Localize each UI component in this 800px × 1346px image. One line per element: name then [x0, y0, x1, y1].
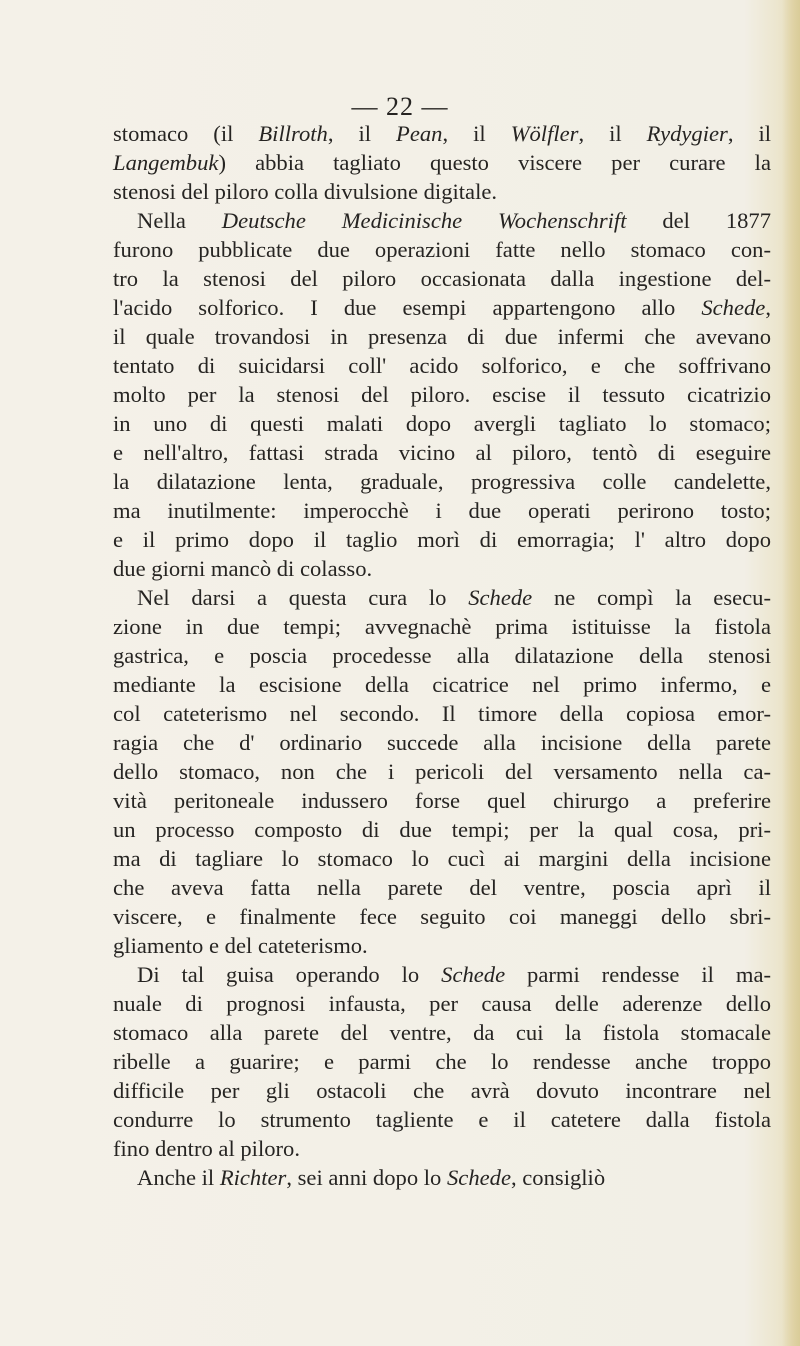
text-run: mediante la escisione della cicatrice nel primo infermo, e: [113, 672, 771, 697]
text-run: la dilatazione lenta, graduale, progressiva colle candelette,: [113, 469, 771, 494]
text-line: [113, 380, 771, 409]
text-line: [113, 989, 771, 1018]
text-line: [113, 699, 771, 728]
text-run: condurre lo strumento tagliente e il catetere dalla fistola: [113, 1107, 771, 1132]
text-line: [113, 1076, 771, 1105]
text-line: [113, 438, 771, 467]
text-run: Anche il: [137, 1165, 220, 1190]
text-line: [113, 786, 771, 815]
text-run: il quale trovandosi in presenza di due infermi che avevano: [113, 324, 771, 349]
text-line: [113, 612, 771, 641]
paragraph-1: [113, 119, 771, 206]
text-run: Nella: [137, 208, 222, 233]
text-run: che aveva fatta nella parete del ventre, poscia aprì il: [113, 875, 771, 900]
text-run: del 1877: [626, 208, 772, 233]
text-line: [113, 322, 771, 351]
text-run: stomaco (il: [113, 121, 259, 146]
text-run: ma di tagliare lo stomaco lo cucì ai margini della incisione: [113, 846, 771, 871]
text-run: due giorni mancò di colasso.: [113, 556, 373, 581]
text-run: molto per la stenosi del piloro. escise il tessuto cicatrizio: [113, 382, 771, 407]
text-run: tro la stenosi del piloro occasionata dalla ingestione del-: [113, 266, 771, 291]
text-line: [113, 815, 771, 844]
text-run: , il: [442, 121, 511, 146]
italic-name: Schede: [447, 1165, 511, 1190]
text-run: , consigliò: [510, 1165, 606, 1190]
text-run: stomaco alla parete del ventre, da cui la fistola stomacale: [113, 1020, 771, 1045]
text-line: [113, 525, 771, 554]
text-run: Nel darsi a questa cura lo: [137, 585, 469, 610]
text-line: [113, 1163, 771, 1192]
text-line: [113, 148, 771, 177]
italic-name: Richter: [219, 1165, 287, 1190]
text-line: [113, 902, 771, 931]
text-run: , il: [727, 121, 772, 146]
text-run: tentato di suicidarsi coll' acido solforico, e che soffrivano: [113, 353, 771, 378]
body-text: [113, 119, 771, 1192]
text-run: col cateterismo nel secondo. Il timore della copiosa emor-: [113, 701, 771, 726]
text-line: [113, 757, 771, 786]
text-line: [113, 496, 771, 525]
text-line: [113, 728, 771, 757]
text-run: ribelle a guarire; e parmi che lo rendesse anche troppo: [113, 1049, 771, 1074]
paragraph-5: [113, 1163, 771, 1192]
text-line: [113, 1018, 771, 1047]
text-run: ) abbia tagliato questo viscere per curare la: [218, 150, 771, 175]
text-line: [113, 1105, 771, 1134]
text-line: [113, 873, 771, 902]
italic-name: Deutsche Medicinische Wochenschrift: [221, 208, 627, 233]
text-run: ma inutilmente: imperocchè i due operati perirono tosto;: [113, 498, 771, 523]
text-run: stenosi del piloro colla divulsione digitale.: [113, 179, 498, 204]
text-run: , il: [578, 121, 647, 146]
italic-name: Schede: [441, 962, 506, 987]
text-line: [113, 351, 771, 380]
text-line: [113, 844, 771, 873]
italic-name: Schede: [701, 295, 766, 320]
italic-name: Wölfler: [510, 121, 579, 146]
text-run: , sei anni dopo lo: [286, 1165, 447, 1190]
text-line: [113, 960, 771, 989]
text-line: [113, 293, 771, 322]
text-run: furono pubblicate due operazioni fatte nello stomaco con-: [113, 237, 771, 262]
text-run: vità peritoneale indussero forse quel chirurgo a preferire: [113, 788, 771, 813]
text-run: viscere, e finalmente fece seguito coi maneggi dello sbri-: [113, 904, 771, 929]
text-run: fino dentro al piloro.: [113, 1136, 300, 1161]
text-line: [113, 467, 771, 496]
paragraph-4: [113, 960, 771, 1163]
italic-name: Langembuk: [113, 150, 219, 175]
text-line: [113, 554, 771, 583]
text-run: un processo composto di due tempi; per la qual cosa, pri-: [113, 817, 771, 842]
paragraph-2: [113, 206, 771, 583]
text-run: dello stomaco, non che i pericoli del versamento nella ca-: [113, 759, 771, 784]
text-run: difficile per gli ostacoli che avrà dovuto incontrare nel: [113, 1078, 771, 1103]
text-run: Di tal guisa operando lo: [137, 962, 442, 987]
text-run: e il primo dopo il taglio morì di emorragia; l' altro dopo: [113, 527, 771, 552]
paragraph-3: [113, 583, 771, 960]
text-line: [113, 235, 771, 264]
text-line: [113, 177, 771, 206]
text-line: [113, 409, 771, 438]
text-run: , il: [327, 121, 397, 146]
text-line: [113, 583, 771, 612]
text-run: ne compì la esecu-: [532, 585, 771, 610]
text-run: zione in due tempi; avvegnachè prima istituisse la fistola: [113, 614, 771, 639]
page-edge: [782, 0, 800, 1346]
text-run: parmi rendesse il ma-: [505, 962, 771, 987]
text-line: [113, 206, 771, 235]
text-line: [113, 1134, 771, 1163]
text-run: ,: [765, 295, 771, 320]
text-line: [113, 641, 771, 670]
text-run: ragia che d' ordinario succede alla incisione della parete: [113, 730, 771, 755]
text-run: nuale di prognosi infausta, per causa delle aderenze dello: [113, 991, 771, 1016]
italic-name: Rydygier: [646, 121, 728, 146]
text-line: [113, 670, 771, 699]
text-run: in uno di questi malati dopo avergli tagliato lo stomaco;: [113, 411, 771, 436]
italic-name: Pean: [396, 121, 443, 146]
page-number: — 22 —: [351, 92, 449, 121]
text-line: [113, 264, 771, 293]
text-run: e nell'altro, fattasi strada vicino al piloro, tentò di eseguire: [113, 440, 771, 465]
text-run: l'acido solforico. I due esempi appartengono allo: [113, 295, 702, 320]
text-line: [113, 119, 771, 148]
text-line: [113, 931, 771, 960]
text-line: [113, 1047, 771, 1076]
text-run: gastrica, e poscia procedesse alla dilatazione della stenosi: [113, 643, 771, 668]
italic-name: Schede: [468, 585, 533, 610]
italic-name: Billroth: [258, 121, 328, 146]
text-run: gliamento e del cateterismo.: [113, 933, 368, 958]
